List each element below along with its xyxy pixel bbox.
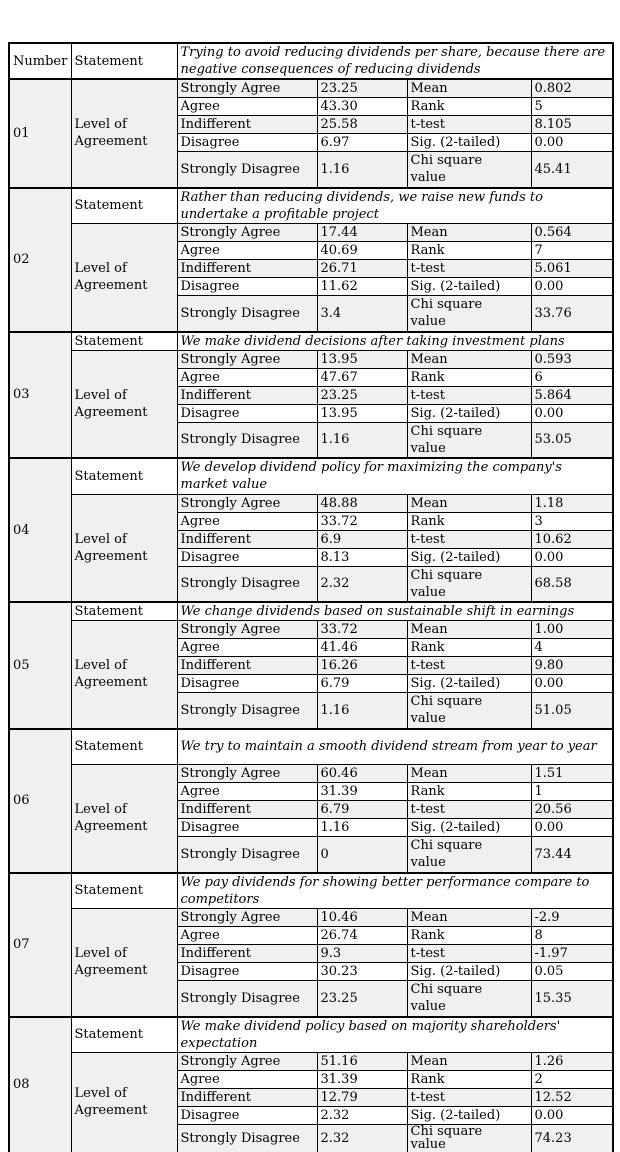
level-percentage: 6.79 (317, 801, 407, 819)
table-row (9, 1017, 613, 1053)
level-label: Strongly Agree (177, 79, 317, 98)
stat-value: -1.97 (531, 945, 613, 963)
level-label: Indifferent (177, 530, 317, 548)
statement-row-label: Statement (71, 188, 177, 224)
statement-text: We try to maintain a smooth dividend stream from year to year (177, 729, 613, 765)
stat-label: Sig. (2-tailed) (407, 963, 531, 981)
stat-label: t-test (407, 116, 531, 134)
table-row (9, 458, 613, 494)
level-percentage: 23.25 (317, 386, 407, 404)
stat-value: 0.00 (531, 404, 613, 422)
stat-label: Rank (407, 1071, 531, 1089)
table-row (9, 350, 613, 368)
stat-label: Sig. (2-tailed) (407, 134, 531, 152)
level-label: Indifferent (177, 945, 317, 963)
level-percentage: 1.16 (317, 152, 407, 188)
stat-value: 1.26 (531, 1053, 613, 1071)
level-label: Strongly Agree (177, 224, 317, 242)
level-label: Strongly Disagree (177, 566, 317, 602)
level-label: Agree (177, 242, 317, 260)
section-number: 07 (9, 873, 71, 1017)
statement-row-label: Statement (71, 1017, 177, 1053)
level-label: Disagree (177, 548, 317, 566)
stat-label: Rank (407, 639, 531, 657)
stat-label-text: Chi square value (410, 567, 483, 600)
stat-label-text: Chi square value (410, 982, 483, 1015)
level-percentage: 43.30 (317, 98, 407, 116)
level-label: Indifferent (177, 116, 317, 134)
level-percentage: 23.25 (317, 981, 407, 1017)
stat-value: 1 (531, 783, 613, 801)
stat-label: Mean (407, 765, 531, 783)
stat-value: 1.18 (531, 494, 613, 512)
table-row (9, 621, 613, 639)
stat-value: 8 (531, 927, 613, 945)
stat-value: 7 (531, 242, 613, 260)
level-percentage: 11.62 (317, 278, 407, 296)
stat-value: 5.061 (531, 260, 613, 278)
level-label: Strongly Disagree (177, 152, 317, 188)
level-label: Strongly Disagree (177, 296, 317, 332)
statement-text: Rather than reducing dividends, we raise new funds to undertake a profitable project (177, 188, 613, 224)
level-label: Strongly Agree (177, 621, 317, 639)
level-percentage: 30.23 (317, 963, 407, 981)
statement-text: We make dividend decisions after taking investment plans (177, 332, 613, 351)
level-label: Disagree (177, 134, 317, 152)
stat-label: Mean (407, 79, 531, 98)
statement-row-label: Statement (71, 873, 177, 909)
level-label: Agree (177, 1071, 317, 1089)
level-percentage: 26.71 (317, 260, 407, 278)
stat-label-text: Chi square value (410, 297, 483, 330)
level-percentage: 60.46 (317, 765, 407, 783)
level-percentage: 25.58 (317, 116, 407, 134)
section-number: 01 (9, 79, 71, 188)
statement-text: We change dividends based on sustainable shift in earnings (177, 602, 613, 621)
level-label: Strongly Agree (177, 494, 317, 512)
level-label: Disagree (177, 819, 317, 837)
statement-row-label: Statement (71, 729, 177, 765)
level-label: Strongly Agree (177, 1053, 317, 1071)
stat-value: 4 (531, 639, 613, 657)
level-percentage: 33.72 (317, 621, 407, 639)
stat-value: 12.52 (531, 1089, 613, 1107)
level-label: Indifferent (177, 801, 317, 819)
stat-value: 45.41 (531, 152, 613, 188)
level-percentage: 41.46 (317, 639, 407, 657)
level-of-agreement-label: Level of Agreement (71, 621, 177, 729)
statement-header: Statement (71, 43, 177, 79)
stat-label (407, 981, 531, 1017)
stat-label: t-test (407, 945, 531, 963)
results-table (8, 42, 614, 1152)
level-label: Disagree (177, 963, 317, 981)
level-percentage: 8.13 (317, 548, 407, 566)
level-label: Indifferent (177, 386, 317, 404)
stat-value: 33.76 (531, 296, 613, 332)
stat-label: t-test (407, 530, 531, 548)
stat-label: Sig. (2-tailed) (407, 404, 531, 422)
stat-label: t-test (407, 386, 531, 404)
stat-label (407, 566, 531, 602)
stat-value: 74.23 (531, 1125, 613, 1152)
level-percentage: 6.9 (317, 530, 407, 548)
level-label: Indifferent (177, 260, 317, 278)
level-label: Disagree (177, 675, 317, 693)
table-row (9, 729, 613, 765)
level-percentage: 2.32 (317, 1107, 407, 1125)
stat-label: Sig. (2-tailed) (407, 675, 531, 693)
stat-label: Sig. (2-tailed) (407, 1107, 531, 1125)
section-number: 08 (9, 1017, 71, 1152)
level-percentage: 17.44 (317, 224, 407, 242)
level-label: Strongly Agree (177, 765, 317, 783)
level-percentage: 9.3 (317, 945, 407, 963)
level-percentage: 31.39 (317, 783, 407, 801)
stat-value: 10.62 (531, 530, 613, 548)
stat-label-text: Chi square value (410, 838, 483, 871)
level-percentage: 6.79 (317, 675, 407, 693)
level-label: Strongly Disagree (177, 422, 317, 458)
stat-label (407, 1125, 531, 1152)
statement-text: We pay dividends for showing better performance compare to competitors (177, 873, 613, 909)
level-percentage: 33.72 (317, 512, 407, 530)
statement-text: Trying to avoid reducing dividends per share, because there are negative consequences of reducing dividends (177, 43, 613, 79)
stat-label: Rank (407, 512, 531, 530)
stat-value: 6 (531, 368, 613, 386)
number-header: Number (9, 43, 71, 79)
stat-value: 0.00 (531, 278, 613, 296)
level-percentage: 48.88 (317, 494, 407, 512)
level-label: Agree (177, 927, 317, 945)
table-row (9, 494, 613, 512)
level-percentage: 2.32 (317, 1125, 407, 1152)
statement-row-label: Statement (71, 602, 177, 621)
table-row (9, 602, 613, 621)
level-label: Agree (177, 368, 317, 386)
stat-value: 8.105 (531, 116, 613, 134)
level-label: Strongly Disagree (177, 837, 317, 873)
stat-value: 0.564 (531, 224, 613, 242)
stat-label: Mean (407, 224, 531, 242)
stat-label: Rank (407, 927, 531, 945)
level-label: Strongly Agree (177, 909, 317, 927)
level-percentage: 1.16 (317, 422, 407, 458)
statement-row-label: Statement (71, 332, 177, 351)
level-label: Strongly Agree (177, 350, 317, 368)
level-label: Agree (177, 98, 317, 116)
stat-label: Mean (407, 909, 531, 927)
stat-label: Mean (407, 350, 531, 368)
level-of-agreement-label: Level of Agreement (71, 1053, 177, 1152)
stat-value: 3 (531, 512, 613, 530)
stat-value: 73.44 (531, 837, 613, 873)
level-percentage: 10.46 (317, 909, 407, 927)
level-percentage: 1.16 (317, 693, 407, 729)
stat-value: 0.00 (531, 819, 613, 837)
section-number: 03 (9, 332, 71, 459)
stat-label-text: Chi square value (410, 153, 483, 186)
stat-label: Rank (407, 368, 531, 386)
table-row (9, 909, 613, 927)
stat-value: 51.05 (531, 693, 613, 729)
section-number: 06 (9, 729, 71, 873)
level-of-agreement-label: Level of Agreement (71, 224, 177, 332)
stat-label: Rank (407, 242, 531, 260)
level-of-agreement-label: Level of Agreement (71, 909, 177, 1017)
level-percentage: 0 (317, 837, 407, 873)
stat-label: Rank (407, 98, 531, 116)
table-row (9, 188, 613, 224)
stat-label: Sig. (2-tailed) (407, 548, 531, 566)
table-row (9, 873, 613, 909)
statement-text: We develop dividend policy for maximizing the company's market value (177, 458, 613, 494)
stat-value: 0.00 (531, 134, 613, 152)
statement-row-label: Statement (71, 458, 177, 494)
level-label: Disagree (177, 278, 317, 296)
level-percentage: 12.79 (317, 1089, 407, 1107)
stat-label (407, 422, 531, 458)
stat-label: Sig. (2-tailed) (407, 819, 531, 837)
stat-value: 53.05 (531, 422, 613, 458)
level-percentage: 2.32 (317, 566, 407, 602)
stat-label: t-test (407, 801, 531, 819)
section-number: 02 (9, 188, 71, 332)
level-percentage: 13.95 (317, 350, 407, 368)
table-row (9, 224, 613, 242)
stat-label (407, 296, 531, 332)
level-percentage: 26.74 (317, 927, 407, 945)
stat-value: 0.593 (531, 350, 613, 368)
level-of-agreement-label: Level of Agreement (71, 350, 177, 458)
level-label: Strongly Disagree (177, 981, 317, 1017)
level-label: Strongly Disagree (177, 1125, 317, 1152)
stat-label (407, 837, 531, 873)
header-row (9, 43, 613, 79)
level-label: Strongly Disagree (177, 693, 317, 729)
stat-value: 5.864 (531, 386, 613, 404)
stat-label-text: Chi square value (410, 423, 483, 456)
table-row (9, 1053, 613, 1071)
level-percentage: 13.95 (317, 404, 407, 422)
stat-value: 1.51 (531, 765, 613, 783)
table-row (9, 79, 613, 98)
level-percentage: 16.26 (317, 657, 407, 675)
table-row (9, 332, 613, 351)
stat-label-text: Chi square value (410, 1124, 483, 1152)
stat-value: 0.00 (531, 675, 613, 693)
level-label: Disagree (177, 404, 317, 422)
stat-value: 0.00 (531, 1107, 613, 1125)
level-percentage: 47.67 (317, 368, 407, 386)
level-label: Agree (177, 512, 317, 530)
section-number: 04 (9, 458, 71, 602)
stat-label: t-test (407, 1089, 531, 1107)
stat-label: Mean (407, 1053, 531, 1071)
level-percentage: 31.39 (317, 1071, 407, 1089)
level-of-agreement-label: Level of Agreement (71, 494, 177, 602)
level-percentage: 40.69 (317, 242, 407, 260)
stat-label: Mean (407, 494, 531, 512)
stat-value: 20.56 (531, 801, 613, 819)
level-percentage: 6.97 (317, 134, 407, 152)
level-label: Agree (177, 639, 317, 657)
stat-label (407, 152, 531, 188)
stat-value: 9.80 (531, 657, 613, 675)
table-row (9, 765, 613, 783)
level-percentage: 3.4 (317, 296, 407, 332)
level-of-agreement-label: Level of Agreement (71, 79, 177, 188)
statement-text: We make dividend policy based on majority shareholders' expectation (177, 1017, 613, 1053)
level-label: Indifferent (177, 1089, 317, 1107)
stat-value: 0.05 (531, 963, 613, 981)
stat-label: Sig. (2-tailed) (407, 278, 531, 296)
level-percentage: 1.16 (317, 819, 407, 837)
level-percentage: 23.25 (317, 79, 407, 98)
stat-label: t-test (407, 657, 531, 675)
level-percentage: 51.16 (317, 1053, 407, 1071)
stat-value: 5 (531, 98, 613, 116)
stat-label (407, 693, 531, 729)
level-of-agreement-label: Level of Agreement (71, 765, 177, 873)
level-label: Agree (177, 783, 317, 801)
level-label: Indifferent (177, 657, 317, 675)
level-label: Disagree (177, 1107, 317, 1125)
stat-value: -2.9 (531, 909, 613, 927)
stat-value: 2 (531, 1071, 613, 1089)
stat-value: 1.00 (531, 621, 613, 639)
stat-value: 0.802 (531, 79, 613, 98)
section-number: 05 (9, 602, 71, 729)
stat-label: Rank (407, 783, 531, 801)
stat-value: 15.35 (531, 981, 613, 1017)
stat-value: 68.58 (531, 566, 613, 602)
stat-label-text: Chi square value (410, 694, 483, 727)
stat-label: Mean (407, 621, 531, 639)
stat-label: t-test (407, 260, 531, 278)
stat-value: 0.00 (531, 548, 613, 566)
